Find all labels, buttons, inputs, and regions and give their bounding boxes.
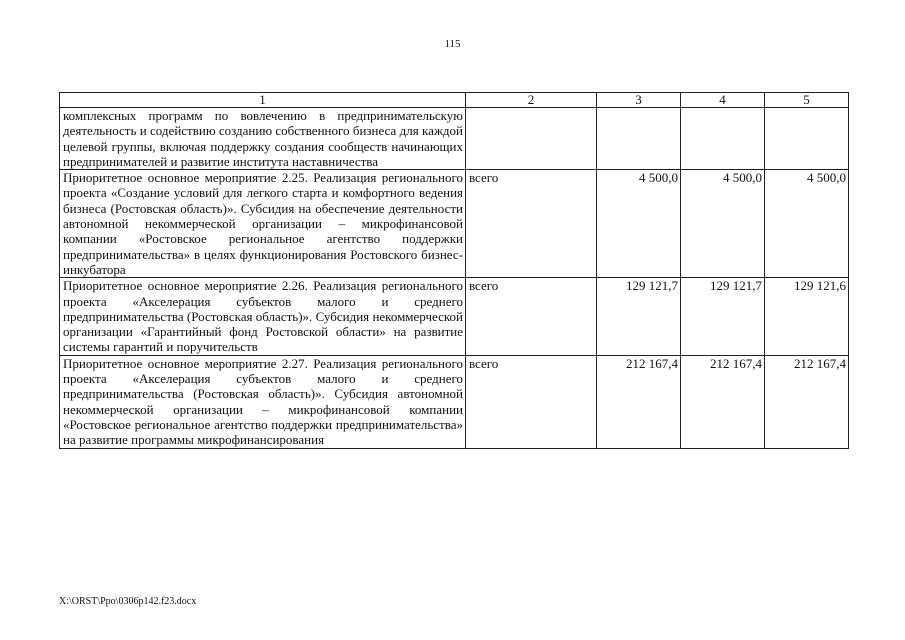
header-cell-4: 4 <box>681 93 765 108</box>
table-row <box>60 108 849 170</box>
table-header-row <box>60 93 849 108</box>
row-source <box>466 108 597 170</box>
row-value-col3: 212 167,4 <box>597 355 681 448</box>
row-value-col5 <box>765 108 849 170</box>
row-value-col3: 129 121,7 <box>597 278 681 355</box>
row-description: комплексных программ по вовлечению в предпринимательскую деятельность и содействию созданию собственного бизнеса для каждой целевой группы, включая поддержку создания сообществ начинающих предпринимателей и развитие института наставничества <box>60 108 466 170</box>
row-description: Приоритетное основное мероприятие 2.27. Реализация регионального проекта «Акселерация субъектов малого и среднего предпринимательства (Ростовская область)». Субсидия автономной некоммерческой организации – микрофинансовой компании «Ростовское региональное агентство поддержки предпринимательства» на развитие программы микрофинансирования <box>60 355 466 448</box>
row-description: Приоритетное основное мероприятие 2.26. Реализация регионального проекта «Акселерация субъектов малого и среднего предпринимательства (Ростовская область)». Субсидия некоммерческой организации «Гарантийный фонд Ростовской области» на развитие системы гарантий и поручительств <box>60 278 466 355</box>
row-value-col4: 4 500,0 <box>681 170 765 278</box>
row-value-col3 <box>597 108 681 170</box>
page-number: 115 <box>444 38 461 50</box>
row-value-col5: 4 500,0 <box>765 170 849 278</box>
row-source: всего <box>466 278 597 355</box>
row-source: всего <box>466 170 597 278</box>
header-cell-3: 3 <box>597 93 681 108</box>
file-path-footer: X:\ORST\Ppo\0306p142.f23.docx <box>59 596 197 607</box>
row-value-col5: 212 167,4 <box>765 355 849 448</box>
row-description: Приоритетное основное мероприятие 2.25. Реализация регионального проекта «Создание условий для легкого старта и комфортного ведения бизнеса (Ростовская область)». Субсидия на обеспечение деятельности автономной некоммерческой организации – микрофинансовой компании «Ростовское региональное агентство поддержки предпринимательства» в целях функционирования Ростовского бизнес-инкубатора <box>60 170 466 278</box>
row-value-col5: 129 121,6 <box>765 278 849 355</box>
budget-table <box>59 92 849 449</box>
row-value-col3: 4 500,0 <box>597 170 681 278</box>
row-value-col4: 212 167,4 <box>681 355 765 448</box>
header-cell-1: 1 <box>60 93 466 108</box>
header-cell-5: 5 <box>765 93 849 108</box>
row-value-col4: 129 121,7 <box>681 278 765 355</box>
table-row <box>60 278 849 355</box>
table-row <box>60 355 849 448</box>
table-row <box>60 170 849 278</box>
header-cell-2: 2 <box>466 93 597 108</box>
row-value-col4 <box>681 108 765 170</box>
row-source: всего <box>466 355 597 448</box>
